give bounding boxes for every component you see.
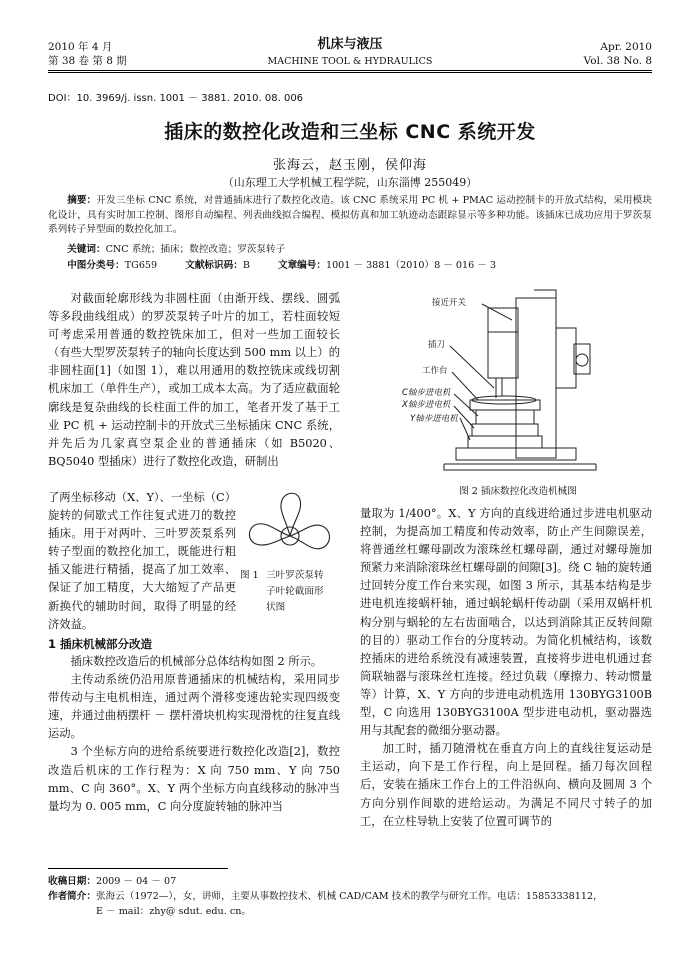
author-bio-text: 张海云（1972—），女，讲师，主要从事数控技术、机械 CAD/CAM 技术的教学与研究工作。电话：15853338112， bbox=[95, 891, 603, 902]
figure-2-caption: 图 2 插床数控化改造机械图 bbox=[459, 486, 577, 497]
right-column bbox=[360, 505, 652, 831]
affiliation: （山东理工大学机械工程学院，山东淄博 255049） bbox=[222, 176, 478, 189]
slotting-machine-drawing bbox=[384, 288, 652, 480]
keywords-label: 关键词： bbox=[67, 244, 106, 255]
ram bbox=[488, 308, 518, 378]
article-no-value: 1001 － 3881（2010）8 － 016 － 3 bbox=[325, 260, 497, 271]
author-email: E － mail：zhy@ sdut. edu. cn。 bbox=[96, 906, 251, 917]
left-paragraph-4: 3 个坐标方向的进给系统要进行数控化改造[2]，数控改造后机床的工作行程为：X 向 750 mm、Y 向 750 mm、C 向 360°。X、Y 两个坐标方向直线移动的脉冲当量均为 0. 005 mm，C 向分度旋转轴的脉冲当 bbox=[48, 745, 340, 813]
c-axis-motor-block bbox=[476, 410, 534, 424]
figure-1-caption-label: 图 1 bbox=[240, 570, 259, 581]
abstract-label: 摘要： bbox=[67, 195, 97, 206]
header-date-en: Apr. 2010 bbox=[600, 41, 652, 53]
keywords-text: CNC 系统；插床；数控改造；罗茨泵转子 bbox=[105, 244, 286, 255]
left-paragraph-2: 插床数控改造后的机械部分总体结构如图 2 所示。 bbox=[70, 655, 323, 668]
machine-column bbox=[516, 298, 556, 458]
article-no-label: 文章编号： bbox=[278, 260, 326, 271]
header-rule bbox=[48, 70, 652, 71]
leader-proximity-switch bbox=[482, 304, 512, 320]
figure-1 bbox=[240, 488, 340, 628]
journal-name-en: MACHINE TOOL & HYDRAULICS bbox=[267, 56, 433, 67]
clc-label: 中图分类号： bbox=[67, 260, 125, 271]
right-paragraph-2: 加工时，插刀随滑枕在垂直方向上的直线往复运动是主运动，向下是工作行程，向上是回程。插刀每次回程后，安装在插床工作台上的工件沿纵向、横向及圆周 3 个方向分别作间歇的进给运动。为满足不同尺寸转子的加工，在立柱导轨上安装了位置可调节的 bbox=[360, 742, 652, 828]
figure-2-label-x-motor: X轴步进电机 bbox=[402, 400, 451, 410]
doi: DOI：10. 3969/j. issn. 1001 － 3881. 2010. 08. 006 bbox=[48, 93, 304, 104]
figure-2-label-table: 工作台 bbox=[422, 366, 448, 376]
footnote-rule bbox=[48, 868, 228, 869]
header-rule-2 bbox=[48, 72, 652, 73]
header-issue-date: 2010 年 4 月 bbox=[48, 41, 113, 53]
figure-1-caption-text: 三叶罗茨泵转子叶轮截面形状图 bbox=[266, 570, 324, 613]
figure-2-label-tool: 插刀 bbox=[428, 340, 446, 350]
x-axis-block bbox=[472, 424, 538, 436]
received-date bbox=[48, 874, 652, 889]
doc-code-label: 文献标识码： bbox=[185, 260, 243, 271]
abstract bbox=[48, 194, 652, 238]
drive-pulley bbox=[576, 354, 588, 366]
figure-2-label-y-motor: Y轴步进电机 bbox=[410, 414, 458, 424]
journal-name-cn: 机床与液压 bbox=[317, 37, 383, 52]
doc-code-value: B bbox=[242, 260, 250, 271]
work-table bbox=[470, 400, 540, 410]
header-volume: 第 38 卷 第 8 期 bbox=[48, 55, 127, 67]
figure-2-label-proximity-switch: 接近开关 bbox=[432, 298, 467, 308]
section-1-heading: 1 插床机械部分改造 bbox=[48, 637, 153, 651]
author-bio bbox=[48, 889, 652, 904]
column-top bbox=[534, 290, 556, 298]
author-bio-label: 作者简介： bbox=[48, 891, 96, 902]
received-value: 2009 － 04 － 07 bbox=[95, 876, 177, 887]
left-column-lower bbox=[48, 634, 340, 816]
figure-2 bbox=[384, 288, 652, 498]
left-paragraph-3: 主传动系统仍沿用原普通插床的机械结构，采用同步带传动与主电机相连，通过两个滑移变速齿轮实现四级变速，并通过曲柄摆杆 － 摆杆滑块机构实现滑枕的往复直线运动。 bbox=[48, 673, 340, 741]
y-axis-block bbox=[468, 436, 542, 448]
figure-1-caption bbox=[240, 568, 340, 616]
received-label: 收稿日期： bbox=[48, 876, 96, 887]
left-paragraph-1: 对截面轮廓形线为非圆柱面（由渐开线、摆线、圆弧等多段曲线组成）的罗茨泵转子叶片的加工，若柱面较短可考虑采用普通的数控铣床加工，但对一些加工面较长（有些大型罗茨泵转子的轴向长度达到 500 mm 以上）的非圆柱面[1]（如图 1），难以用通用的数控铣床或线切割机床加工（单件生产），或加工成本太高。为了适应截面轮廓线是复杂曲线的长柱面工件的加工，笔者开发了基于工业 PC 机 + 运动控制卡的开放式三坐标插床 CNC 系统，并先后为几家真空泵企业的普通插床（如 B5020、BQ5040 型插床）进行了数控化改造，研制出 bbox=[48, 292, 340, 468]
clc-value: TG659 bbox=[124, 260, 158, 271]
motor-housing bbox=[556, 328, 576, 388]
authors: 张海云，赵玉刚，侯仰海 bbox=[272, 158, 427, 173]
left-paragraph-1-wrap: 了两坐标移动（X、Y）、一坐标（C）旋转的伺歇式工作往复式进刀的数控插床。用于对两叶、三叶罗茨泵系列转子型面的数控化加工，既能进行粗插又能进行精插，提高了加工效率、保证了加工精度，大大缩短了产品更新换代的辅助时间，取得了明显的经济效益。 bbox=[48, 491, 236, 631]
classification bbox=[48, 259, 652, 274]
left-wrap-column bbox=[48, 489, 236, 634]
header-volume-en: Vol. 38 No. 8 bbox=[583, 55, 652, 67]
abstract-text: 开发三坐标 CNC 系统，对普通插床进行了数控化改造。该 CNC 系统采用 PC 机 + PMAC 运动控制卡的开放式结构，采用模块化设计，具有实时加工控制、图形自动编程、列表曲线拟合编程、模拟仿真和加工轨迹动态跟踪显示等多种功能。该插床已成功应用于罗茨泵系列转子异型面的数控化加工。 bbox=[48, 195, 652, 235]
leader-tool bbox=[450, 346, 494, 388]
page-title: 插床的数控化改造和三坐标 CNC 系统开发 bbox=[164, 121, 536, 143]
left-column bbox=[48, 290, 340, 471]
footnote bbox=[48, 874, 652, 919]
figure-2-label-c-motor: C轴步进电机 bbox=[402, 388, 451, 398]
right-paragraph-1: 量取为 1/400°。X、Y 方向的直线进给通过步进电机驱动控制，为提高加工精度和传动效率，防止产生间隙误差，将普通丝杠螺母副改为滚珠丝杠螺母副，通过对螺母施加预紧力来消除滚珠丝杠螺母副的间隙[3]。绕 C 轴的旋转通过回转分度工作台来实现，如图 3 所示，其基本结构是步进电机连接蜗杆轴，通过蜗轮蜗杆传动副（采用双蜗杆机构分别与蜗轮的左右齿面啮合，以达到消除其正反转间隙的目的）驱动工作台的分度转动。为简化机械结构，该数控插床的进给系统没有减速装置，直接将步进电机通过套筒联轴器与滚珠丝杠连接。经过负载（摩擦力、转动惯量等）计算，X、Y 方向的步进电动机选用 130BYG3100B 型，C 向选用 130BYG3100A 型步进电动机，驱动器选用与其配套的微细分驱动器。 bbox=[360, 507, 652, 738]
keywords bbox=[48, 243, 652, 258]
machine-foundation bbox=[444, 464, 596, 470]
